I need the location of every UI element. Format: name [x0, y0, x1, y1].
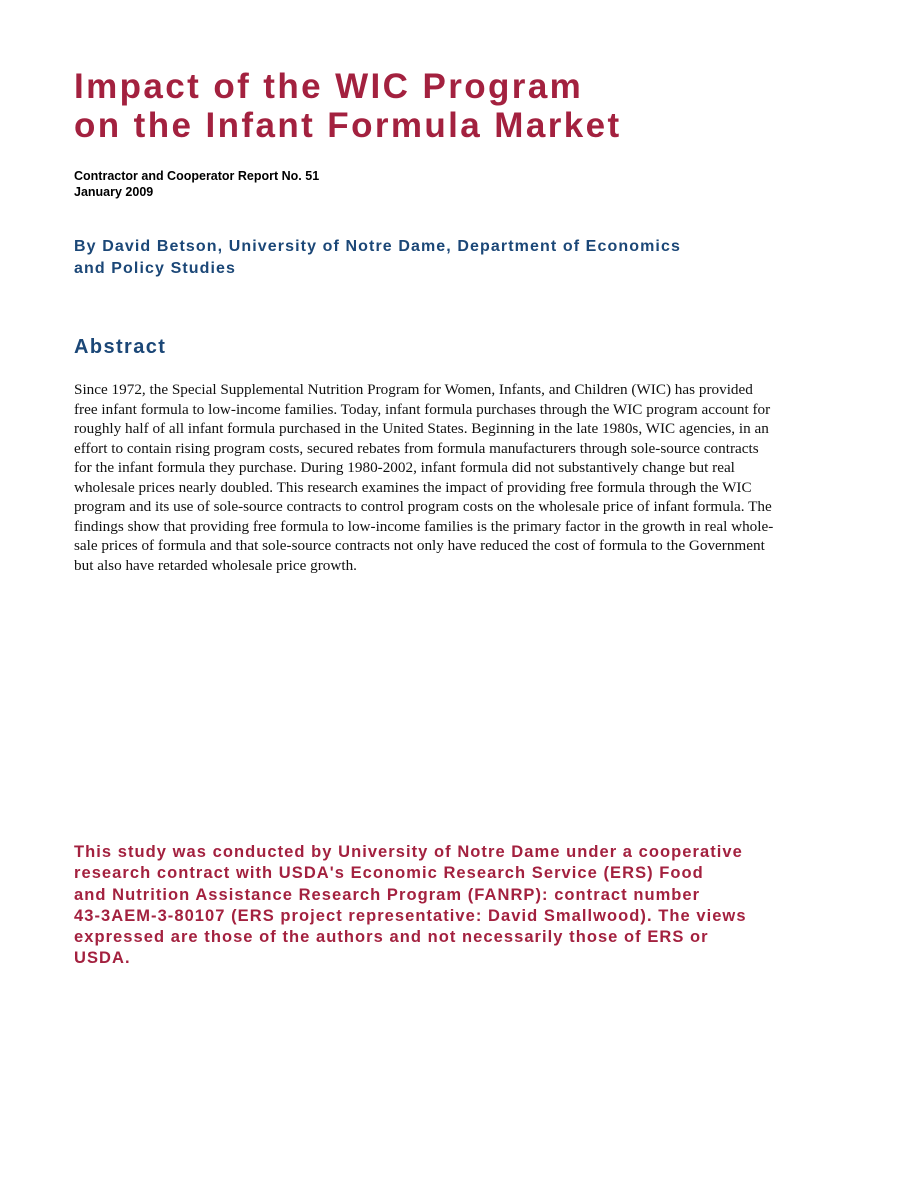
- disclaimer-line: research contract with USDA's Economic Research Service (ERS) Food: [74, 864, 704, 883]
- disclaimer-line: expressed are those of the authors and not necessarily those of ERS or: [74, 928, 709, 947]
- report-info: [74, 168, 319, 200]
- abstract-line: Since 1972, the Special Supplemental Nutrition Program for Women, Infants, and Children (WIC) has provided: [74, 381, 753, 398]
- disclaimer-note: [74, 842, 854, 970]
- title-line: Impact of the WIC Program: [74, 67, 584, 106]
- abstract-line: free infant formula to low-income families. Today, infant formula purchases through the WIC program account for: [74, 400, 771, 418]
- abstract-line: findings show that providing free formula to low-income families is the primary factor in the growth in real whole-: [74, 517, 774, 535]
- report-number: Contractor and Cooperator Report No. 51: [74, 169, 320, 183]
- byline-line: and Policy Studies: [74, 259, 237, 277]
- report-date: January 2009: [74, 185, 154, 199]
- disclaimer-line: 43-3AEM-3-80107 (ERS project representative: David Smallwood). The views: [74, 906, 747, 925]
- disclaimer-line: This study was conducted by University of Notre Dame under a cooperative: [74, 843, 743, 861]
- abstract-line: for the infant formula they purchase. During 1980-2002, infant formula did not substantively change but real: [74, 459, 735, 476]
- abstract-line: but also have retarded wholesale price growth.: [74, 556, 357, 574]
- abstract-line: wholesale prices nearly doubled. This research examines the impact of providing free formula through the WIC: [74, 478, 752, 496]
- title-line: on the Infant Formula Market: [74, 106, 622, 145]
- byline-line: By David Betson, University of Notre Dame, Department of Economics: [74, 238, 681, 255]
- abstract-text: [74, 380, 844, 575]
- author-byline: [74, 236, 854, 279]
- abstract-line: program and its use of sole-source contracts to control program costs on the wholesale price of infant formula. The: [74, 498, 772, 515]
- abstract-line: sale prices of formula and that sole-source contracts not only have reduced the cost of formula to the Government: [74, 537, 765, 554]
- disclaimer-line: USDA.: [74, 949, 131, 968]
- disclaimer-line: and Nutrition Assistance Research Program (FANRP): contract number: [74, 885, 701, 904]
- abstract-heading: Abstract: [74, 336, 167, 358]
- abstract-line: roughly half of all infant formula purchased in the United States. Beginning in the late 1980s, WIC agencies, in an: [74, 420, 769, 437]
- report-title: [74, 67, 854, 145]
- abstract-line: effort to contain rising program costs, secured rebates from formula manufacturers through sole-source contracts: [74, 439, 759, 457]
